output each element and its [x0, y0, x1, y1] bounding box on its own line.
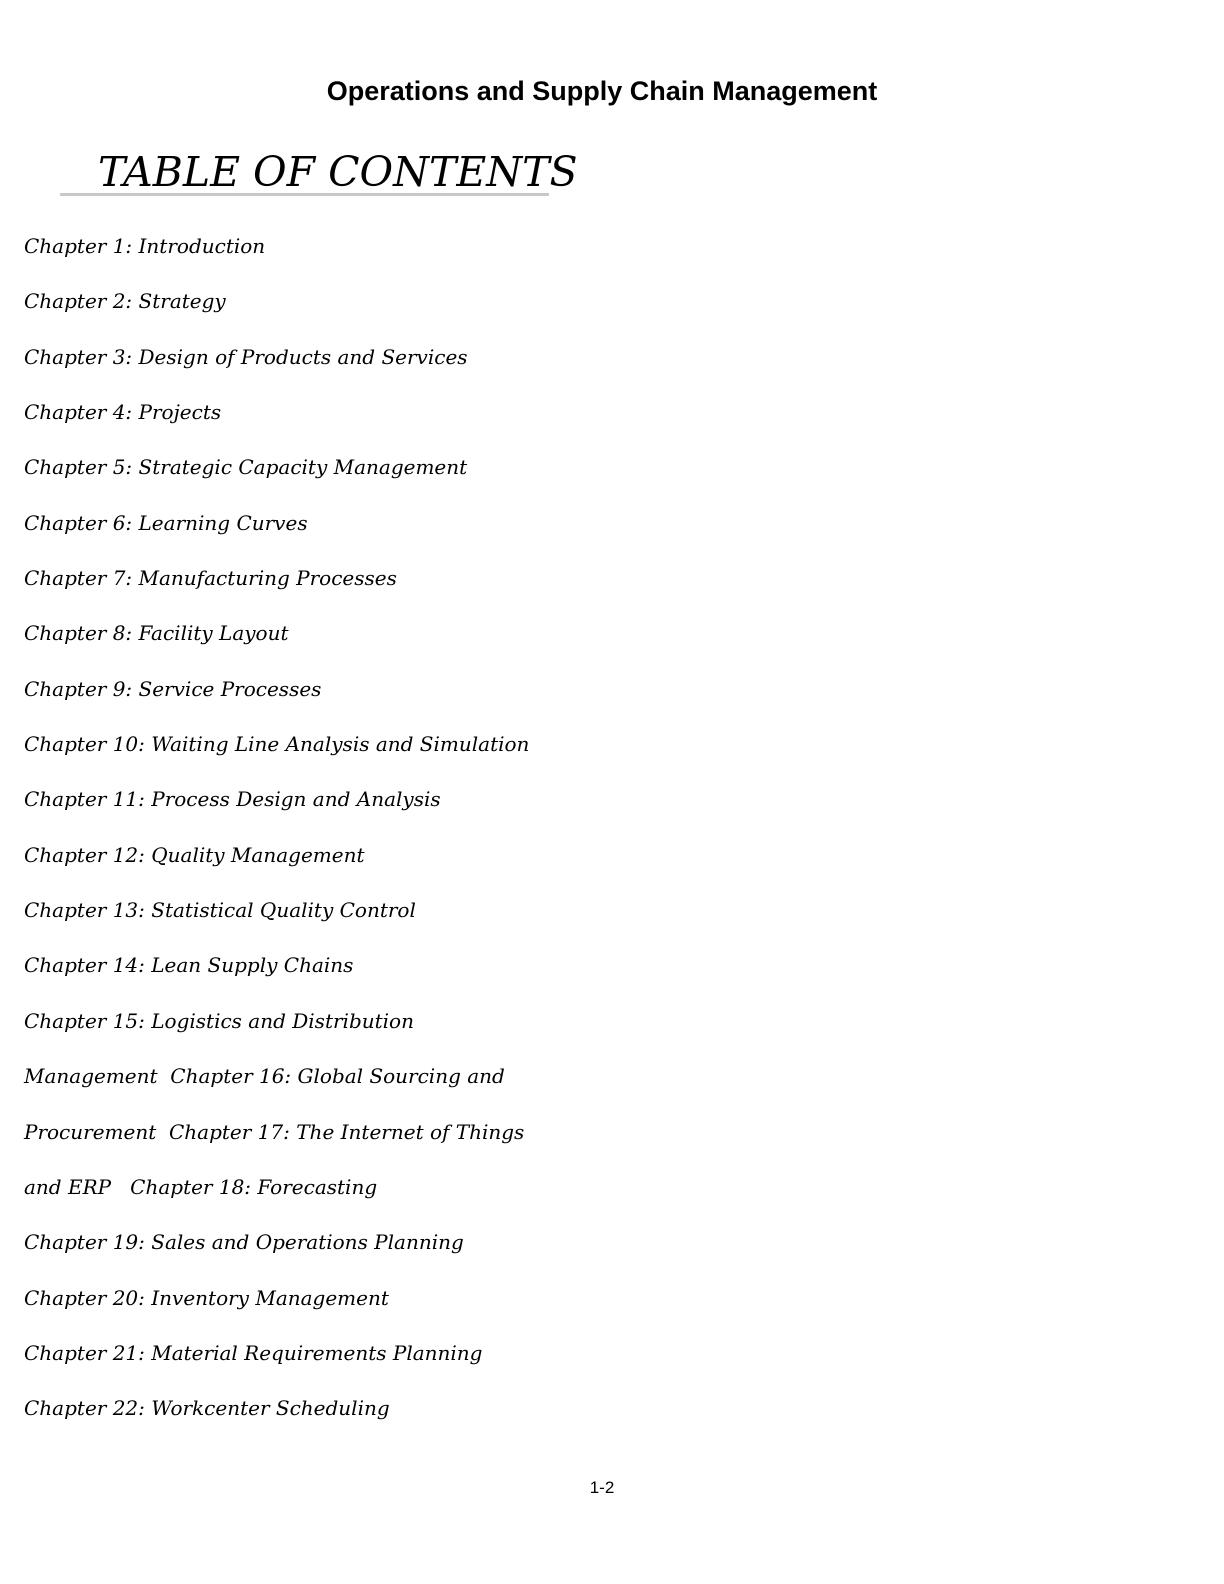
toc-item-9[interactable]: Chapter 9: Service Processes [24, 676, 322, 701]
toc-item-3[interactable]: Chapter 3: Design of Products and Services [24, 344, 468, 369]
toc-item-8[interactable]: Chapter 8: Facility Layout [24, 621, 289, 646]
toc-item-17[interactable]: Procurement Chapter 17: The Internet of Things [24, 1119, 525, 1144]
toc-item-16[interactable]: Management Chapter 16: Global Sourcing and [24, 1064, 505, 1089]
toc-item-22[interactable]: Chapter 22: Workcenter Scheduling [24, 1396, 390, 1421]
toc-item-5[interactable]: Chapter 5: Strategic Capacity Management [24, 455, 468, 480]
toc-item-21[interactable]: Chapter 21: Material Requirements Planning [24, 1340, 483, 1365]
page-number: 1-2 [589, 1478, 615, 1497]
toc-heading: TABLE OF CONTENTS [60, 148, 549, 196]
toc-item-20[interactable]: Chapter 20: Inventory Management [24, 1285, 389, 1310]
toc-item-1[interactable]: Chapter 1: Introduction [24, 234, 266, 258]
toc-item-12[interactable]: Chapter 12: Quality Management [24, 842, 365, 867]
toc-item-14[interactable]: Chapter 14: Lean Supply Chains [24, 953, 354, 978]
toc-item-13[interactable]: Chapter 13: Statistical Quality Control [24, 898, 416, 923]
toc-item-11[interactable]: Chapter 11: Process Design and Analysis [24, 787, 441, 812]
toc-item-7[interactable]: Chapter 7: Manufacturing Processes [24, 566, 397, 591]
document-title: Operations and Supply Chain Management [326, 76, 878, 106]
toc-item-6[interactable]: Chapter 6: Learning Curves [24, 510, 308, 535]
toc-item-4[interactable]: Chapter 4: Projects [24, 400, 222, 425]
toc-list [24, 228, 529, 1446]
toc-item-15[interactable]: Chapter 15: Logistics and Distribution [24, 1008, 414, 1033]
toc-item-10[interactable]: Chapter 10: Waiting Line Analysis and Simulation [24, 732, 530, 757]
toc-item-2[interactable]: Chapter 2: Strategy [24, 289, 226, 314]
toc-item-18[interactable]: and ERP Chapter 18: Forecasting [24, 1174, 378, 1199]
toc-item-19[interactable]: Chapter 19: Sales and Operations Planning [24, 1230, 464, 1255]
